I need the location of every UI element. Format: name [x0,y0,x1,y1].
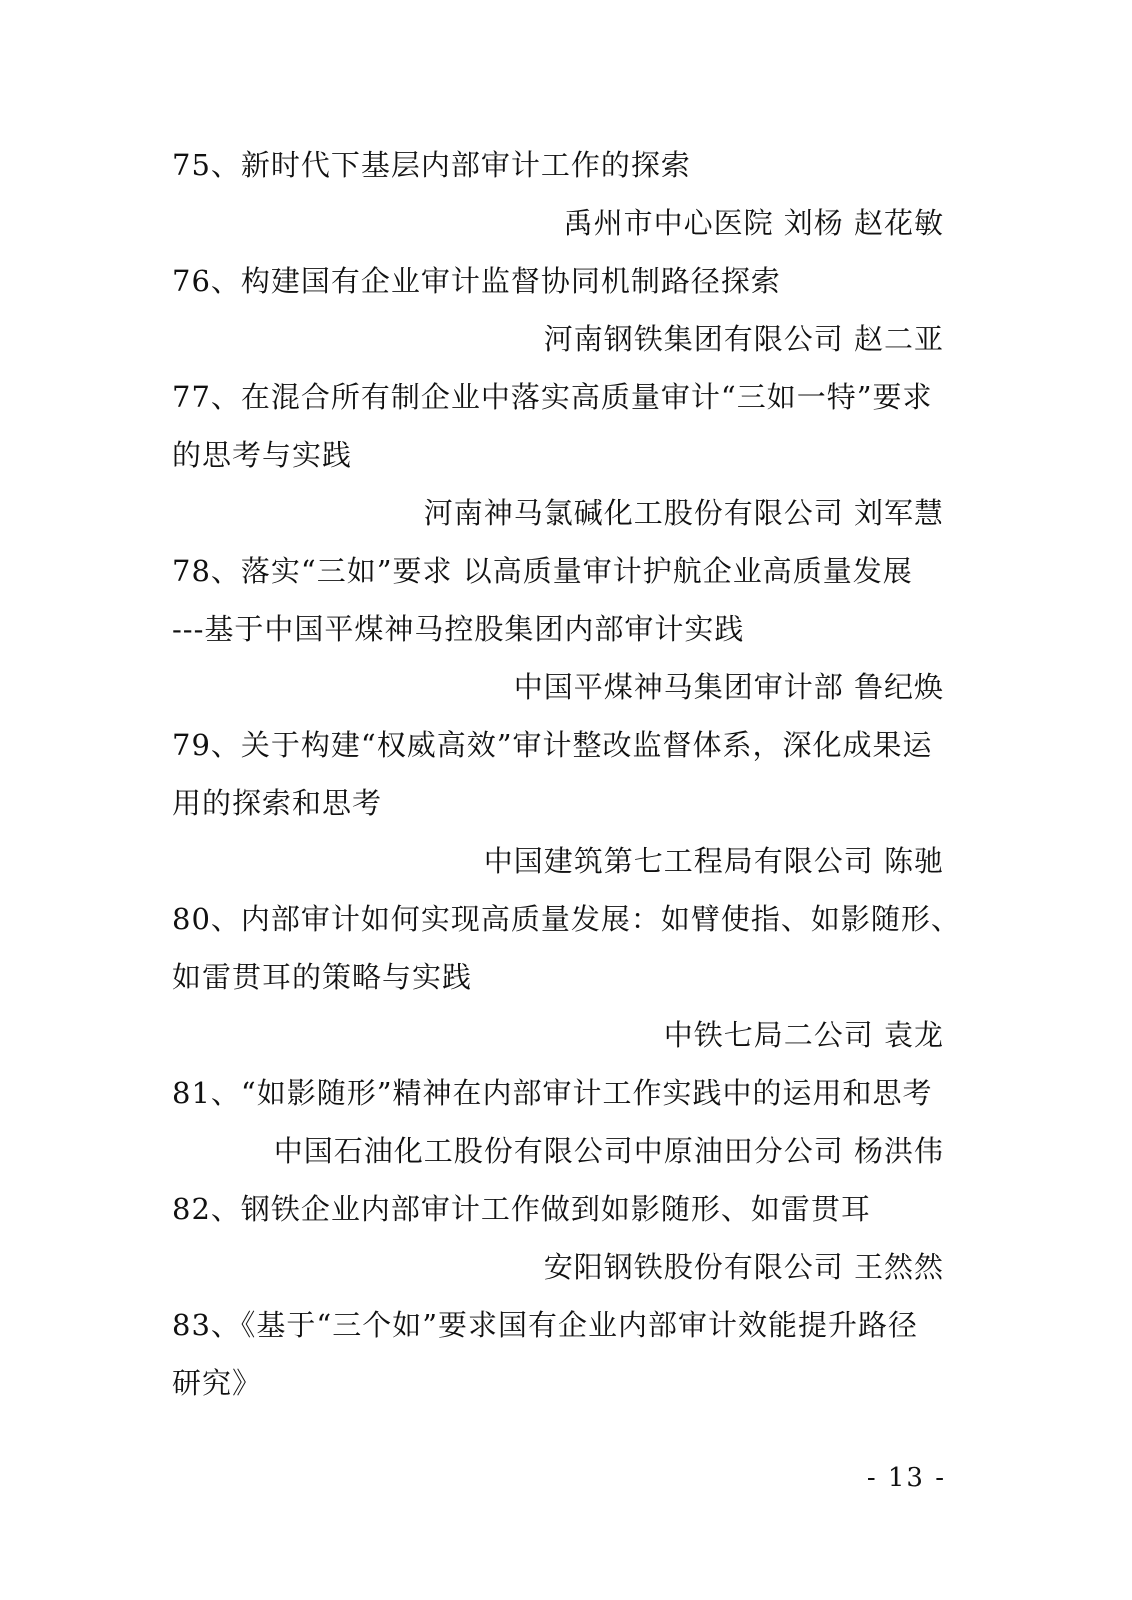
entry-81-title: 81、“如影随形”精神在内部审计工作实践中的运用和思考 [172,1076,933,1110]
entry-79-author: 中国建筑第七工程局有限公司 陈驰 [483,844,944,878]
entry-83-title-line-2: 研究》 [172,1366,263,1400]
entry-75-author: 禹州市中心医院 刘杨 赵花敏 [563,206,944,240]
page-number: - 13 - [866,1463,946,1493]
entry-78-author: 中国平煤神马集团审计部 鲁纪焕 [513,670,944,704]
entry-80-title-line-1: 80、内部审计如何实现高质量发展：如臂使指、如影随形、 [172,902,961,936]
entry-76-author: 河南钢铁集团有限公司 赵二亚 [543,322,944,356]
entry-79-title-line-2: 用的探索和思考 [172,786,383,820]
entry-80-title-line-2: 如雷贯耳的策略与实践 [172,960,473,994]
entry-82-author: 安阳钢铁股份有限公司 王然然 [543,1250,944,1284]
entry-78-title-line-2: ---基于中国平煤神马控股集团内部审计实践 [172,612,745,646]
entry-list [172,136,961,1412]
entry-77-title-line-2: 的思考与实践 [172,438,353,472]
entry-83-title-line-1: 83、《基于“三个如”要求国有企业内部审计效能提升路径 [172,1308,919,1342]
entry-81-author: 中国石油化工股份有限公司中原油田分公司 杨洪伟 [273,1134,944,1168]
entry-76-title: 76、构建国有企业审计监督协同机制路径探索 [172,264,781,298]
entry-82-title: 82、钢铁企业内部审计工作做到如影随形、如雷贯耳 [172,1192,871,1226]
entry-80-author: 中铁七局二公司 袁龙 [663,1018,944,1052]
entry-79-title-line-1: 79、关于构建“权威高效”审计整改监督体系，深化成果运 [172,728,933,762]
entry-78-title-line-1: 78、落实“三如”要求 以高质量审计护航企业高质量发展 [172,554,913,588]
entry-75-title: 75、新时代下基层内部审计工作的探索 [172,148,691,182]
entry-77-author: 河南神马氯碱化工股份有限公司 刘军慧 [423,496,944,530]
entry-77-title-line-1: 77、在混合所有制企业中落实高质量审计“三如一特”要求 [172,380,933,414]
